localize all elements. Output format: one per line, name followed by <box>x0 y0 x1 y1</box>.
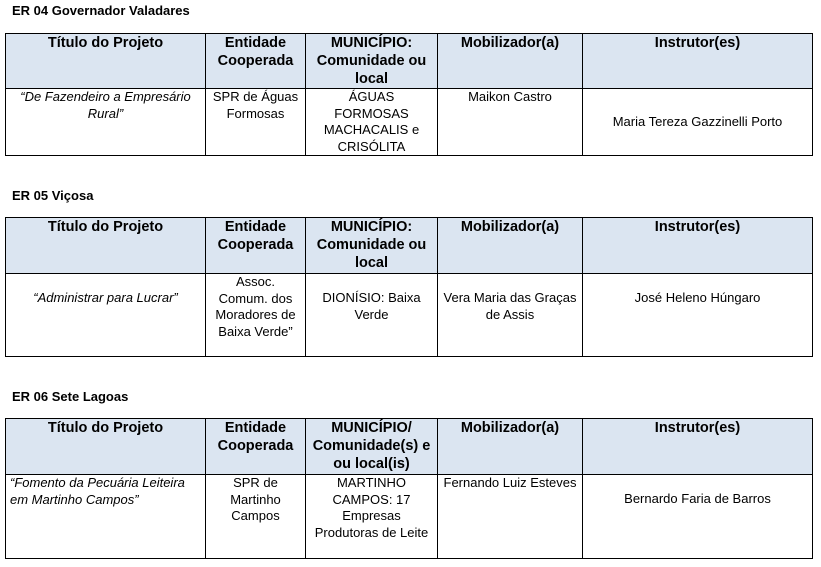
header-mobilizer: Mobilizador(a) <box>438 419 583 475</box>
header-entity: Entidade Cooperada <box>206 218 306 274</box>
table-header-row <box>6 419 813 475</box>
project-table-er06 <box>5 418 813 559</box>
header-title: Título do Projeto <box>6 419 206 475</box>
section-heading-er05: ER 05 Viçosa <box>12 188 94 203</box>
project-table-er05 <box>5 217 813 357</box>
cell-entity: SPR de Martinho Campos <box>206 475 306 559</box>
table-row <box>6 274 813 357</box>
header-entity: Entidade Cooperada <box>206 419 306 475</box>
project-table-er04 <box>5 33 813 156</box>
cell-project-title: “Fomento da Pecuária Leiteira em Martinho Campos” <box>6 475 206 559</box>
header-title: Título do Projeto <box>6 218 206 274</box>
cell-instructors: Bernardo Faria de Barros <box>583 475 813 559</box>
cell-mobilizer: Maikon Castro <box>438 89 583 156</box>
header-municipality: MUNICÍPIO: Comunidade ou local <box>306 34 438 89</box>
cell-entity: SPR de Águas Formosas <box>206 89 306 156</box>
section-heading-er06: ER 06 Sete Lagoas <box>12 389 129 404</box>
header-instructors: Instrutor(es) <box>583 34 813 89</box>
header-instructors: Instrutor(es) <box>583 419 813 475</box>
header-entity: Entidade Cooperada <box>206 34 306 89</box>
header-municipality: MUNICÍPIO: Comunidade ou local <box>306 218 438 274</box>
table-row <box>6 475 813 559</box>
table-header-row <box>6 218 813 274</box>
table-row <box>6 89 813 156</box>
cell-instructors: José Heleno Húngaro <box>583 274 813 357</box>
table-header-row <box>6 34 813 89</box>
header-instructors: Instrutor(es) <box>583 218 813 274</box>
cell-project-title: “Administrar para Lucrar” <box>6 274 206 357</box>
cell-municipality: MARTINHO CAMPOS: 17 Empresas Produtoras de Leite <box>306 475 438 559</box>
header-title: Título do Projeto <box>6 34 206 89</box>
cell-municipality: DIONÍSIO: Baixa Verde <box>306 274 438 357</box>
header-mobilizer: Mobilizador(a) <box>438 218 583 274</box>
cell-municipality: ÁGUAS FORMOSAS MACHACALIS e CRISÓLITA <box>306 89 438 156</box>
cell-entity: Assoc. Comum. dos Moradores de Baixa Verde” <box>206 274 306 357</box>
cell-project-title: “De Fazendeiro a Empresário Rural” <box>6 89 206 156</box>
section-heading-er04: ER 04 Governador Valadares <box>12 3 190 18</box>
cell-mobilizer: Fernando Luiz Esteves <box>438 475 583 559</box>
header-mobilizer: Mobilizador(a) <box>438 34 583 89</box>
cell-instructors: Maria Tereza Gazzinelli Porto <box>583 89 813 156</box>
cell-mobilizer: Vera Maria das Graças de Assis <box>438 274 583 357</box>
header-municipality: MUNICÍPIO/ Comunidade(s) e ou local(is) <box>306 419 438 475</box>
